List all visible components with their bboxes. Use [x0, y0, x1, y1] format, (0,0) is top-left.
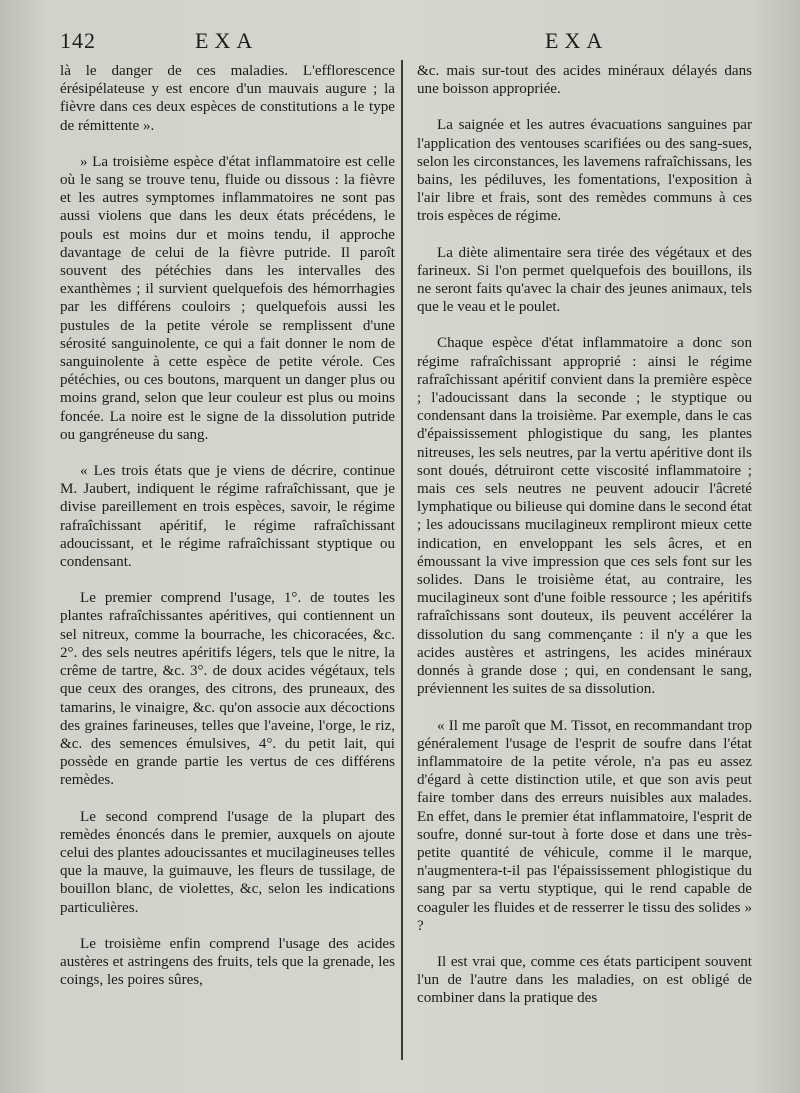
paragraph: La diète alimentaire sera tirée des végétaux et des farineux. Si l'on permet quelquefois des bouillons, ils ne seront faits qu'avec la chair des jeunes animaux, tels que le veau et le poulet.: [417, 244, 752, 316]
paragraph: Le premier comprend l'usage, 1°. de toutes les plantes rafraîchissantes apéritives, qui contiennent un sel nitreux, comme la bourrache, les chicoracées, &c. 2°. des sels neutres apéritifs légers, tels que le nitre, la crême de tartre, &c. 3°. de doux acides végétaux, tels que ceux des oranges, des citrons, des pruneaux, des tamarins, le vinaigre, &c. qu'on associe aux décoctions des graines farineuses, telles que l'aveine, l'orge, le riz, &c. des semences émulsives, 4°. du petit lait, qui possède en grande partie les vertus de ces différens remèdes.: [60, 590, 395, 789]
paragraph: là le danger de ces maladies. L'efflorescence érésipélateuse y est encore d'un mauvais augure ; la fièvre dans ces deux espèces de constitutions a le type de rémittente ».: [60, 63, 395, 134]
paragraph: Il est vrai que, comme ces états participent souvent l'un de l'autre dans les maladies, on est obligé de combiner dans la pratique des: [417, 953, 752, 1007]
left-column: [60, 62, 395, 1007]
paragraph: « Il me paroît que M. Tissot, en recommandant trop généralement l'usage de l'esprit de soufre dans l'état inflammatoire de la petite vérole, n'a pas eu assez d'égard à cette distinction utile, et que son avis peut faire tomber dans des erreurs nuisibles aux malades. En effet, dans le premier état inflammatoire, l'esprit de soufre, donné sur-tout à forte dose et dans une très-petite quantité de véhicule, comme il le marque, n'augmentera-t-il pas l'épaississement phlogistique du sang par sa vertu styptique, qui le rend capable de coaguler les fluides et de resserrer le tissu des solides » ?: [417, 717, 752, 934]
right-column: [417, 62, 752, 1026]
paragraph: &c. mais sur-tout des acides minéraux délayés dans une boisson appropriée.: [417, 63, 752, 98]
paragraph: » La troisième espèce d'état inflammatoire est celle où le sang se trouve tenu, fluide ou dissous : la fièvre et les autres symptomes inflammatoires ne sont pas aussi violens que dans les deux états précédens, le pouls est moins dur et moins tendu, il approche davantage de celui de la fièvre putride. Il paroît souvent des pétéchies dans les intervalles des exanthèmes ; il survient quelquefois des hémorrhagies par les différens couloirs ; quelquefois aussi les pustules de la petite vérole se remplissent d'une sérosité sanguinolente, ce qui a fait donner le nom de sanguinolente à cette espèce de petite vérole. Ces pétéchies, ou ces boutons, marquent un danger plus ou moins grand, selon que leur couleur est plus ou moins foncée. La noire est le signe de la dissolution putride ou gangréneuse du sang.: [60, 153, 395, 443]
column-divider: [401, 60, 403, 1060]
page-number: 142: [60, 28, 96, 53]
paragraph: Le second comprend l'usage de la plupart des remèdes énoncés dans le premier, auxquels on ajoute celui des plantes adoucissantes et mucilagineuses telles que la mauve, la guimauve, les fleurs de tussilage, de bouillon blanc, de violettes, &c, selon les indications particulières.: [60, 808, 395, 916]
paragraph: Chaque espèce d'état inflammatoire a donc son régime rafraîchissant approprié : ainsi le régime rafraîchissant apéritif convient dans la première espèce ; l'adoucissant dans la seconde ; le styptique ou condensant dans la troisième. Par exemple, dans le cas d'épaississement phlogistique du sang, les plantes nitreuses, les sels neutres, par la vertu apéritive dont ils sont doués, détruiront cette viscosité inflammatoire ; mais ces sels neutres ne peuvent adoucir l'âcreté lymphatique ou bilieuse qui domine dans le second état ; les adoucissans mucilagineux rempliront mieux cette indication, en enveloppant les sels âcres, et en émoussant la vive impression que ces sels font sur les solides. Dans le troisième état, au contraire, les mucilagineux sont d'une foible ressource ; les apéritifs rafraîchissans sont douteux, ils peuvent accélérer la dissolution du sang commençante : il n'y a que les acides austères et astringens, les acides minéraux donnés à grande dose ; qui, en condensant le sang, préviennent les suites de sa dissolution.: [417, 335, 752, 698]
paragraph: Le troisième enfin comprend l'usage des acides austères et astringens des fruits, tels que la grenade, les coings, les poires sûres,: [60, 935, 395, 989]
page-header: [0, 28, 800, 58]
running-head-left: EXA: [195, 28, 259, 53]
running-head-right: EXA: [545, 28, 609, 53]
paragraph: « Les trois états que je viens de décrire, continue M. Jaubert, indiquent le régime rafraîchissant, que je divise pareillement en trois espèces, savoir, le régime rafraîchissant apéritif, le régime rafraîchissant adoucissant, et le régime rafraîchissant styptique ou condensant.: [60, 463, 395, 571]
paragraph: La saignée et les autres évacuations sanguines par l'application des ventouses scarifiées ou des sang-sues, selon les circonstances, les lavemens rafraîchissans, les bains, les pédiluves, les fomentations, l'exposition à l'air libre et frais, sont des remèdes communs à ces trois espèces de régime.: [417, 117, 752, 225]
